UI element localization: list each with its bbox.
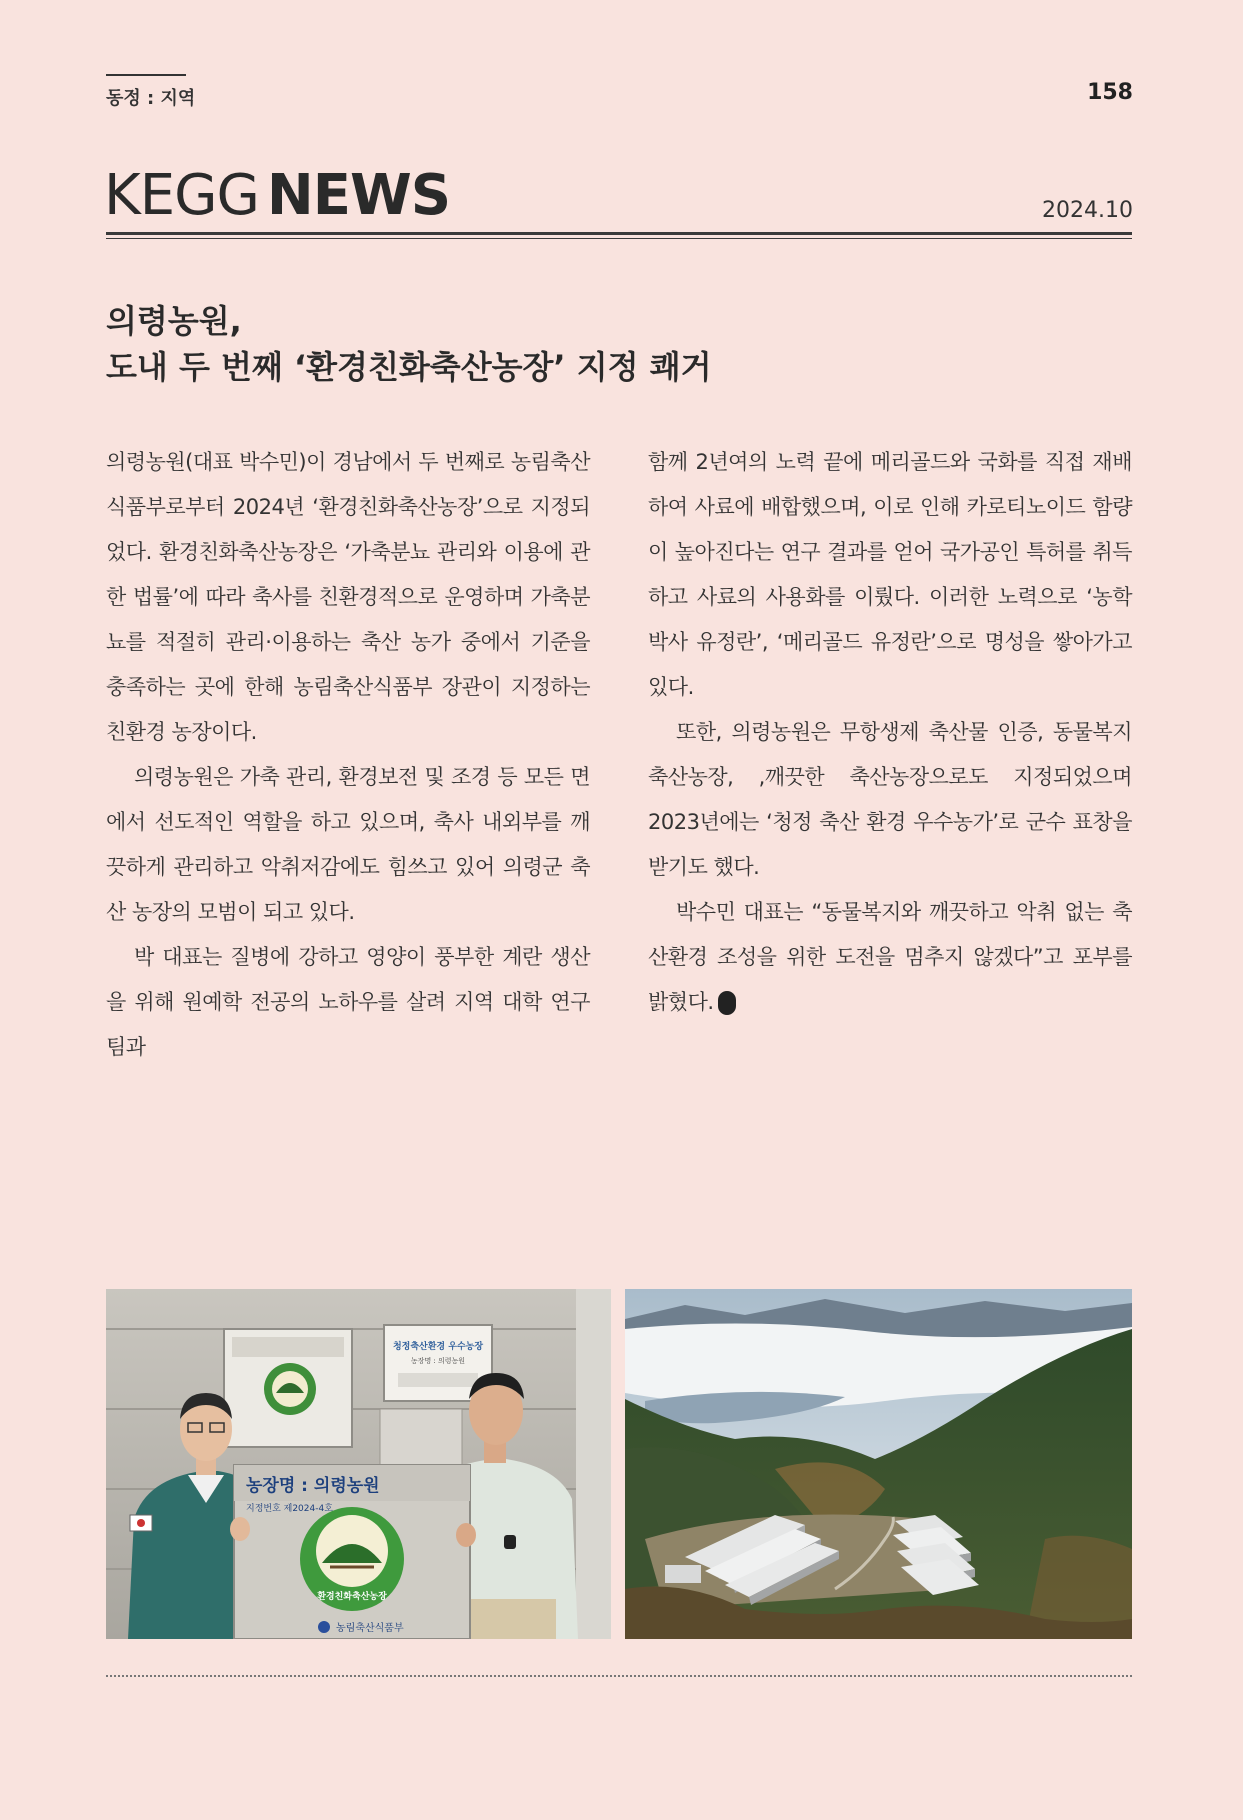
photo-certification-ceremony-illustration [106,1289,611,1639]
photo-certification-ceremony [106,1289,611,1639]
masthead [104,163,451,228]
footer-dotted-rule [106,1675,1132,1677]
wall-plaque-name: 농장명 : 의령농원 [410,1357,466,1365]
end-mark-icon [718,991,736,1015]
headline-line-2: 도내 두 번째 ‘환경친화축산농장’ 지정 쾌거 [106,348,712,386]
masthead-news: NEWS [266,163,451,228]
paragraph: 또한, 의령농원은 무항생제 축산물 인증, 동물복지축산농장, ,깨끗한 축산농장으로도 지정되었으며 2023년에는 ‘청정 축산 환경 우수농가’로 군수 표창을 받기도 했다. [648,720,1132,879]
paragraph: 의령농원(대표 박수민)이 경남에서 두 번째로 농림축산식품부로부터 2024년 ‘환경친화축산농장’으로 지정되었다. 환경친화축산농장은 ‘가축분뇨 관리와 이용에 관한 법률’에 따라 축사를 친환경적으로 운영하며 가축분뇨를 적절히 관리·이용하는 축산 농가 중에서 기준을 충족하는 곳에 한해 농림축산식품부 장관이 지정하는 친환경 농장이다. [106,450,590,744]
article-column-right [648,440,1132,1025]
headline-line-1: 의령농원, [106,302,242,340]
paragraph-final-text: 박수민 대표는 “동물복지와 깨끗하고 악취 없는 축산환경 조성을 위한 도전을 멈추지 않겠다”고 포부를 밝혔다. [648,900,1132,1014]
sign-title: 농장명 : 의령농원 [246,1476,380,1496]
article-column-left [106,440,590,1070]
paragraph: 박 대표는 질병에 강하고 영양이 풍부한 계란 생산을 위해 원예학 전공의 노하우를 살려 지역 대학 연구팀과 [106,945,590,1059]
masthead-rule [106,232,1132,235]
sign-number: 지정번호 제2024-4호 [246,1504,333,1514]
wall-plaque-title: 청정축산환경 우수농장 [392,1342,484,1352]
held-sign [234,1465,470,1639]
masthead-kegg: KEGG [104,163,259,228]
paragraph: 함께 2년여의 노력 끝에 메리골드와 국화를 직접 재배하여 사료에 배합했으며, 이로 인해 카로티노이드 함량이 높아진다는 연구 결과를 얻어 국가공인 특허를 취득하고 사료의 사용화를 이뤘다. 이러한 노력으로 ‘농학박사 유정란’, ‘메리골드 유정란’으로 명성을 쌓아가고 있다. [648,450,1132,699]
paragraph: 의령농원은 가축 관리, 환경보전 및 조경 등 모든 면에서 선도적인 역할을 하고 있으며, 축사 내외부를 깨끗하게 관리하고 악취저감에도 힘쓰고 있어 의령군 축산 농장의 모범이 되고 있다. [106,765,590,924]
issue-date: 2024.10 [1042,198,1133,223]
masthead-rule-thin [106,238,1132,239]
photo-farm-aerial [625,1289,1132,1639]
section-label: 동정 : 지역 [106,88,196,109]
page-number: 158 [1087,80,1133,105]
sign-ministry: 농림축산식품부 [336,1623,404,1634]
article-headline [106,298,1006,390]
sign-emblem-text: 환경친화축산농장 [317,1592,387,1602]
section-rule [106,74,186,76]
paragraph-final [648,890,1132,1025]
photo-farm-aerial-illustration [625,1289,1132,1639]
